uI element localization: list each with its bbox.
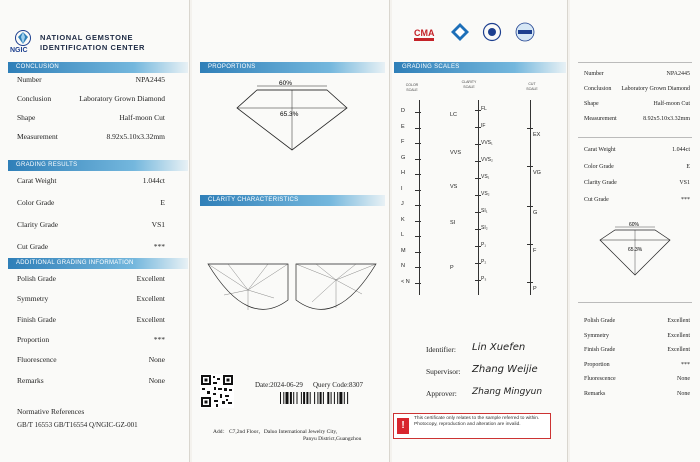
clarity-grade-tick: P₃ — [481, 276, 487, 282]
color-grade-tick: N — [401, 263, 405, 269]
row-label: Color Grade — [17, 198, 55, 207]
row-value: *** — [153, 242, 165, 251]
diagram-panel — [192, 0, 390, 462]
clarity-grade-tick: VVS₂ — [481, 157, 493, 163]
row-value: None — [148, 355, 165, 365]
scale-tick-mark — [415, 252, 421, 253]
color-grade-tick: G — [401, 154, 406, 161]
color-scale — [392, 100, 432, 295]
mini-depth-pct: 65.3% — [628, 247, 643, 253]
row-label: Polish Grade — [17, 274, 56, 283]
brand-abbr: NGIC — [10, 47, 28, 54]
normative-title: Normative References — [17, 407, 85, 416]
row-value: VS1 — [679, 180, 690, 186]
mini-card-panel — [570, 0, 700, 462]
proportion-diagram — [222, 78, 362, 156]
row-label: Polish Grade — [584, 318, 616, 324]
clarity-group-label: VVS — [450, 150, 462, 156]
scale-tick-mark — [527, 282, 533, 283]
mini-conclusion-list — [584, 71, 690, 131]
row-label: Shape — [17, 113, 36, 122]
summary-panel — [0, 0, 190, 462]
row-label: Proportion — [584, 361, 610, 368]
brand-name — [40, 33, 145, 53]
clarity-grade-tick: VVS₁ — [481, 140, 493, 146]
clarity-group-label: VS — [450, 184, 458, 190]
row-label: Measurement — [17, 132, 58, 141]
cut-scale-heading: CUT SCALE — [526, 82, 538, 91]
clarity-scale — [452, 100, 492, 295]
cma-logo-icon — [412, 24, 436, 44]
clarity-grade-tick: P₂ — [481, 259, 487, 265]
color-grade-tick: F — [401, 139, 405, 145]
table-pct-label: 60% — [279, 80, 293, 87]
clarity-grade-tick: SI₂ — [481, 225, 488, 231]
scale-tick-mark — [415, 205, 421, 206]
clarity-grade-tick: VS₂ — [481, 191, 490, 197]
scale-tick-mark — [475, 178, 481, 179]
accreditation-logos — [412, 22, 542, 46]
row-label: Proportion — [17, 334, 50, 344]
divider — [578, 137, 692, 138]
scale-tick-mark — [415, 190, 421, 191]
scale-tick-mark — [475, 229, 481, 230]
grading-scales-band: GRADING SCALES — [394, 62, 566, 73]
barcode-icon — [280, 392, 376, 404]
identifier-label: Identifier: — [426, 345, 456, 354]
scale-tick-mark — [475, 161, 481, 162]
row-label: Remarks — [584, 390, 606, 397]
row-value: Excellent — [136, 294, 165, 304]
mini-grading-list — [584, 147, 690, 217]
row-value: Laboratory Grown Diamond — [621, 86, 690, 92]
row-value: Excellent — [667, 347, 690, 353]
row-label: Fluorescence — [17, 355, 57, 365]
cut-grade-tick: F — [533, 248, 537, 254]
row-value: 1.044ct — [672, 147, 690, 153]
additional-band: ADDITIONAL GRADING INFORMATION — [8, 258, 188, 269]
row-value: Excellent — [667, 332, 690, 339]
clarity-grade-tick: IF — [481, 123, 486, 129]
row-value: Half-moon Cut — [653, 101, 690, 107]
conclusion-band: CONCLUSION — [8, 62, 188, 73]
scale-tick-mark — [415, 236, 421, 237]
row-label: Cut Grade — [584, 196, 609, 203]
normative-text: GB/T 16553 GB/T16554 Q/NGIC-GZ-001 — [17, 421, 138, 429]
row-value: Excellent — [136, 274, 165, 283]
row-label: Symmetry — [584, 332, 609, 339]
scale-tick-mark — [415, 283, 421, 284]
row-label: Fluorescence — [584, 376, 616, 382]
row-label: Shape — [584, 101, 599, 107]
row-value: 8.92x5.10x3.32mm — [106, 132, 165, 141]
warning-icon: ! — [397, 418, 409, 434]
clarity-grade-tick: VS₁ — [481, 174, 490, 180]
row-value: E — [686, 163, 690, 170]
scale-tick-mark — [475, 212, 481, 213]
color-grade-tick: D — [401, 108, 405, 114]
approver-label: Approver: — [426, 389, 457, 398]
row-label: Color Grade — [584, 163, 614, 170]
address-line-1: C7,2nd Floor，Daluo International Jewelry City, — [229, 429, 338, 435]
scale-tick-mark — [475, 263, 481, 264]
clarity-grade-tick: FL — [481, 106, 487, 112]
ilac-logo-icon — [482, 22, 502, 44]
row-value: Excellent — [136, 314, 165, 324]
row-value: None — [148, 375, 165, 385]
mini-proportion-diagram — [590, 220, 680, 280]
row-label: Conclusion — [584, 86, 612, 92]
scale-tick-mark — [415, 128, 421, 129]
grading-list — [17, 176, 165, 256]
grading-band: GRADING RESULTS — [8, 160, 188, 171]
row-value: None — [677, 376, 690, 382]
row-value: Excellent — [667, 318, 690, 324]
validity-note-text: This certificate only relates to the sample referred to within. Photocopy, reproduction and alteration are invalid. — [414, 416, 540, 427]
scale-tick-mark — [527, 244, 533, 245]
brand-line-1: NATIONAL GEMSTONE — [40, 33, 134, 42]
ngic-logo-icon — [12, 30, 34, 46]
row-value: NPA2445 — [135, 75, 165, 84]
row-label: Measurement — [584, 116, 617, 122]
color-grade-tick: J — [401, 201, 404, 207]
scale-tick-mark — [415, 112, 421, 113]
approver-signature: Zhang Mingyun — [472, 387, 543, 397]
row-label: Number — [584, 71, 604, 77]
row-label: Carat Weight — [584, 147, 616, 153]
row-label: Number — [17, 75, 42, 84]
scale-tick-mark — [415, 143, 421, 144]
clarity-grade-tick: P₁ — [481, 242, 487, 248]
cut-grade-tick: G — [533, 210, 538, 216]
divider — [578, 62, 692, 63]
row-label: Carat Weight — [17, 176, 57, 185]
cut-scale — [512, 100, 552, 295]
row-label: Clarity Grade — [17, 220, 59, 229]
scale-tick-mark — [415, 221, 421, 222]
clarity-group-label: SI — [450, 220, 456, 226]
supervisor-label: Supervisor: — [426, 367, 461, 376]
row-value: 1.044ct — [142, 176, 165, 185]
scale-tick-mark — [415, 174, 421, 175]
clarity-plot — [204, 260, 380, 320]
issue-date: Date:2024-06-29 — [255, 381, 303, 389]
svg-text:CMA: CMA — [414, 28, 435, 38]
scale-tick-mark — [475, 144, 481, 145]
row-label: Clarity Grade — [584, 180, 617, 186]
color-grade-tick: E — [401, 123, 405, 130]
row-value: VS1 — [151, 220, 165, 229]
cnas-logo-icon — [450, 22, 470, 44]
scale-tick-mark — [475, 280, 481, 281]
row-value: Laboratory Grown Diamond — [79, 94, 165, 103]
row-value: *** — [153, 334, 165, 344]
additional-list — [17, 274, 165, 394]
address-line-2: Panyu District,Guangzhou — [303, 436, 362, 442]
proportions-band: PROPORTIONS — [200, 62, 385, 73]
depth-pct-label: 65.3% — [280, 111, 299, 118]
scale-tick-mark — [475, 127, 481, 128]
validity-note — [393, 413, 551, 439]
service-logo-icon — [514, 22, 536, 44]
scale-tick-mark — [527, 166, 533, 167]
brand-line-2: IDENTIFICATION CENTER — [40, 43, 145, 52]
row-value: NPA2445 — [666, 71, 690, 77]
cut-grade-tick: VG — [533, 170, 541, 176]
scale-tick-mark — [527, 206, 533, 207]
scale-tick-mark — [415, 159, 421, 160]
color-grade-tick: L — [401, 232, 405, 238]
clarity-group-label: LC — [450, 112, 458, 118]
row-value: None — [677, 390, 690, 397]
scale-tick-mark — [415, 267, 421, 268]
row-label: Finish Grade — [17, 314, 56, 324]
qr-code-icon[interactable] — [200, 374, 234, 408]
address-label: Add： — [213, 429, 228, 435]
row-value: E — [160, 198, 165, 207]
cut-grade-tick: EX — [533, 132, 541, 138]
identifier-signature: Lin Xuefen — [472, 342, 526, 353]
row-label: Cut Grade — [17, 242, 49, 251]
conclusion-list — [17, 75, 165, 155]
row-value: Half-moon Cut — [119, 113, 165, 122]
scale-tick-mark — [475, 110, 481, 111]
color-grade-tick: < N — [401, 278, 410, 285]
scale-tick-mark — [527, 128, 533, 129]
color-grade-tick: M — [401, 247, 406, 254]
query-code: Query Code:8307 — [313, 381, 363, 389]
clarity-scale-heading: CLARITY SCALE — [461, 80, 477, 89]
supervisor-signature: Zhang Weijie — [472, 364, 538, 375]
row-label: Conclusion — [17, 94, 52, 103]
clarity-grade-tick: SI₁ — [481, 208, 488, 214]
color-grade-tick: K — [401, 216, 405, 223]
row-value: *** — [681, 361, 690, 368]
mini-table-pct: 60% — [629, 222, 640, 228]
color-scale-heading: COLOR SCALE — [405, 83, 419, 92]
cut-grade-tick: P — [533, 286, 537, 292]
row-label: Remarks — [17, 375, 44, 385]
scale-tick-mark — [475, 195, 481, 196]
row-label: Symmetry — [17, 294, 49, 304]
row-label: Finish Grade — [584, 347, 616, 353]
scale-tick-mark — [475, 246, 481, 247]
color-grade-tick: I — [401, 185, 403, 192]
mini-additional-list — [584, 318, 690, 408]
divider — [578, 302, 692, 303]
row-value: *** — [681, 196, 690, 203]
scales-panel — [392, 0, 568, 462]
row-value: 8.92x5.10x3.32mm — [643, 116, 690, 122]
color-grade-tick: H — [401, 170, 405, 176]
clarity-group-label: P — [450, 265, 454, 271]
clarity-band: CLARITY CHARACTERISTICS — [200, 195, 385, 206]
